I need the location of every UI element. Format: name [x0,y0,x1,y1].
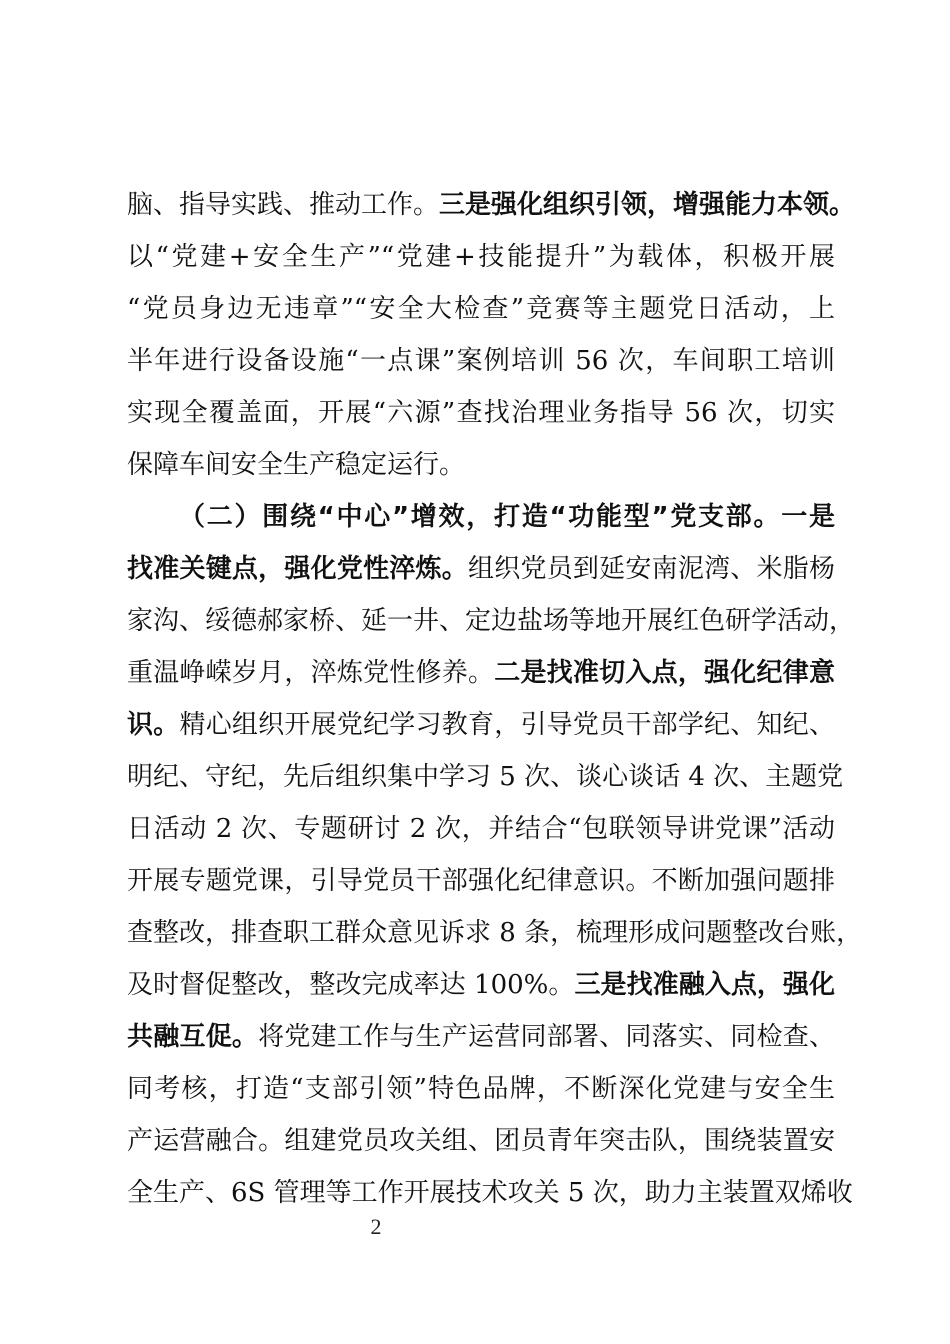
text-line [127,653,835,693]
emphasis-heading: 三是强化组织引领，增强能力本领。 [439,190,856,220]
text-line [127,705,835,745]
emphasis-heading: 找准关键点，强化党性淬炼。 [127,554,468,584]
text-line: 产运营融合。组建党员攻关组、团员青年突击队，围绕装置安 [127,1126,835,1156]
text-line: “党员身边无违章”“安全大检查”竞赛等主题党日活动，上 [127,294,835,324]
emphasis-heading: 三是找准融入点，强化 [574,970,835,1000]
text-segment: 脑、指导实践、推动工作。 [127,190,440,220]
text-line [127,1017,835,1057]
text-line: 以“党建+安全生产”“党建+技能提升”为载体，积极开展 [127,242,835,272]
text-line: 明纪、守纪，先后组织集中学习 5 次、谈心谈话 4 次、主题党 [127,762,844,792]
text-line: 半年进行设备设施“一点课”案例培训 56 次，车间职工培训 [127,346,835,376]
text-segment: 精心组织开展党纪学习教育，引导党员干部学纪、知纪、 [179,710,835,740]
emphasis-heading: 二是找准切入点，强化纪律意 [494,658,835,688]
text-segment: 组织党员到延安南泥湾、米脂杨 [468,554,835,584]
text-line: 家沟、绥德郝家桥、延一井、定边盐场等地开展红色研学活动， [127,606,856,636]
text-line: 开展专题党课，引导党员干部强化纪律意识。不断加强问题排 [127,866,835,896]
text-line [127,965,835,1005]
text-line [127,549,835,589]
text-line: 全生产、6S 管理等工作开展技术攻关 5 次，助力主装置双烯收 [127,1178,853,1208]
text-segment: 将党建工作与生产运营同部署、同落实、同检查、 [258,1022,835,1052]
emphasis-heading: 识。 [127,710,180,740]
text-line: 查整改，排查职工群众意见诉求 8 条，梳理形成问题整改台账， [127,918,863,948]
text-line: 保障车间安全生产稳定运行。 [127,450,466,480]
text-line [127,185,856,225]
emphasis-heading: 共融互促。 [127,1022,259,1052]
section-heading: （二）围绕“中心”增效，打造“功能型”党支部。一是 [179,502,835,532]
page-number: 2 [370,1214,382,1239]
text-line: 实现全覆盖面，开展“六源”查找治理业务指导 56 次，切实 [127,398,835,428]
text-segment: 重温峥嵘岁月，淬炼党性修养。 [127,658,495,688]
text-segment: 及时督促整改，整改完成率达 100%。 [127,970,575,1000]
text-line: 日活动 2 次、专题研讨 2 次，并结合“包联领导讲党课”活动 [127,814,835,844]
text-line: 同考核，打造“支部引领”特色品牌，不断深化党建与安全生 [127,1074,835,1104]
